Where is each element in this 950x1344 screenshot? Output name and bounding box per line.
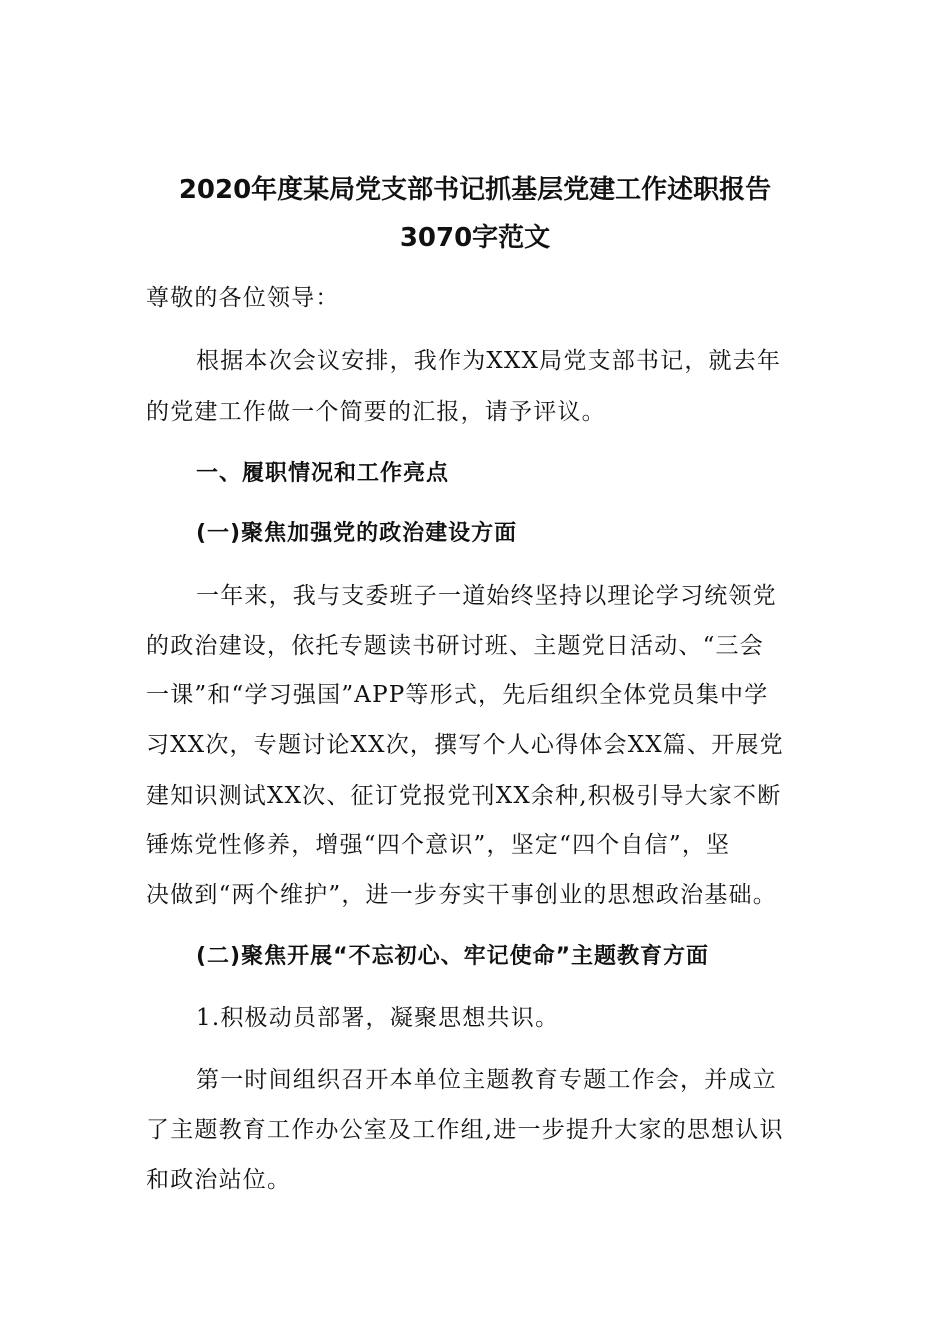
paragraph-3-line-2: 了主题教育工作办公室及工作组,进一步提升大家的思想认识	[146, 1117, 784, 1143]
salutation: 尊敬的各位领导：	[146, 285, 340, 311]
subsection-2-heading: (二)聚焦开展“不忘初心、牢记使命”主题教育方面	[196, 944, 710, 969]
paragraph-2-line-6: 锤炼党性修养，增强“四个意识”，坚定“四个自信”，坚	[146, 832, 731, 858]
paragraph-3-line-1: 第一时间组织召开本单位主题教育专题工作会，并成立	[196, 1067, 777, 1093]
paragraph-2-line-5: 建知识测试XX次、征订党报党刊XX余种,积极引导大家不断	[146, 783, 782, 809]
paragraph-2-line-2: 的政治建设，依托专题读书研讨班、主题党日活动、“三会	[146, 633, 764, 659]
subsection-1-heading: (一)聚焦加强党的政治建设方面	[196, 521, 518, 546]
item-1: 1.积极动员部署，凝聚思想共识。	[196, 1005, 560, 1031]
paragraph-2-line-7: 决做到“两个维护”，进一步夯实干事创业的思想政治基础。	[146, 882, 777, 908]
paragraph-3-line-3: 和政治站位。	[146, 1167, 292, 1193]
section-1-heading: 一、履职情况和工作亮点	[196, 461, 450, 486]
title-line-2: 3070字范文	[399, 223, 551, 253]
title-line-1: 2020年度某局党支部书记抓基层党建工作述职报告	[178, 175, 772, 205]
paragraph-2-line-4: 习XX次，专题讨论XX次，撰写个人心得体会XX篇、开展党	[146, 732, 784, 758]
paragraph-1-line-1: 根据本次会议安排，我作为XXX局党支部书记，就去年	[196, 348, 782, 374]
paragraph-1-line-2: 的党建工作做一个简要的汇报，请予评议。	[146, 399, 606, 425]
paragraph-2-line-3: 一课”和“学习强国”APP等形式，先后组织全体党员集中学	[146, 682, 769, 708]
paragraph-2-line-1: 一年来，我与支委班子一道始终坚持以理论学习统领党	[196, 583, 777, 609]
document-title	[100, 166, 850, 262]
